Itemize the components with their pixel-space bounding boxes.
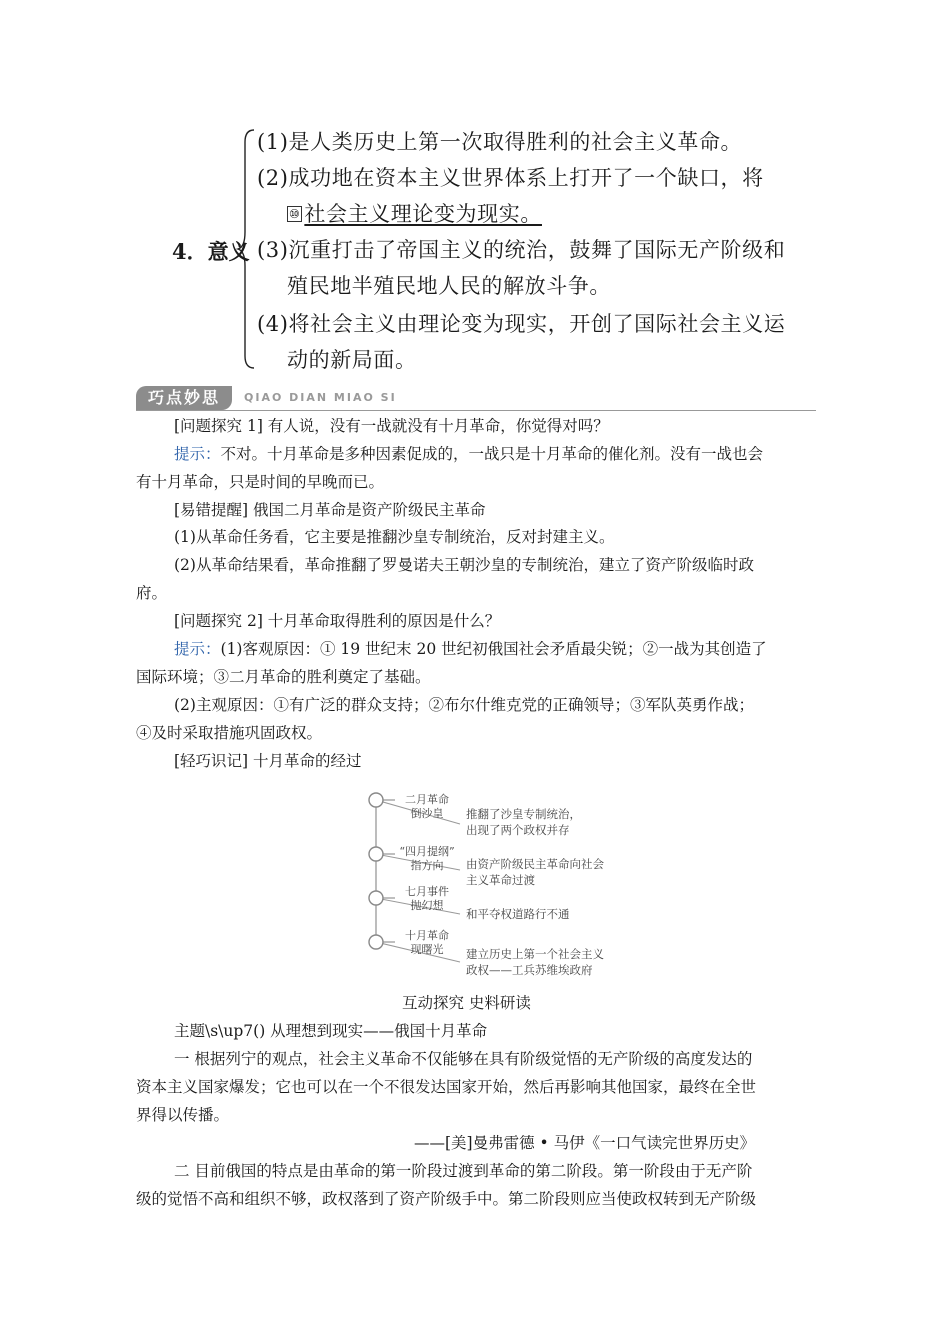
answer-1-text: 不对。十月革命是多种因素促成的，一战只是十月革命的催化剂。没有一战也会 — [220, 445, 764, 463]
material-1-line-3: 界得以传播。 — [136, 1106, 230, 1124]
significance-label: 4．意义 — [172, 239, 250, 264]
flow-step-2-title-line2: 指方向 — [410, 859, 444, 872]
hint-label: 提示： — [174, 640, 221, 658]
flow-step-1-desc — [466, 806, 581, 838]
answer-1-cont: 有十月革命，只是时间的早晚而已。 — [136, 473, 385, 491]
section-heading: 互动探究 史料研读 — [402, 994, 531, 1012]
answer-2-text: (1)客观原因：① 19 世纪末 20 世纪初俄国社会矛盾最尖锐；②一战为其创造了 — [220, 640, 767, 658]
flow-step-2-desc-line2: 主义革命过渡 — [466, 873, 535, 887]
material-1-line-1: 一 根据列宁的观点，社会主义革命不仅能够在具有阶级觉悟的无产阶级的高度发达的 — [174, 1050, 753, 1068]
flow-step-2-desc-line1: 由资产阶级民主革命向社会 — [466, 857, 604, 871]
flow-step-1-title-line1: 二月革命 — [405, 793, 449, 806]
error-tip-2: (2)从革命结果看，革命推翻了罗曼诺夫王朝沙皇的专制统治，建立了资产阶级临时政 — [174, 556, 754, 574]
significance-item-3: (3)沉重打击了帝国主义的统治，鼓舞了国际无产阶级和 — [257, 238, 786, 262]
flow-step-1-desc-line2: 出现了两个政权并存 — [466, 823, 570, 837]
significance-item-4-cont: 动的新局面。 — [287, 348, 417, 372]
significance-item-2-cont — [287, 200, 542, 228]
flow-step-3-title-line1: 七月事件 — [405, 885, 449, 898]
flow-step-2-title-line1: “四月提纲” — [399, 845, 455, 858]
flow-step-3-title — [396, 885, 458, 913]
theme-line: 主题\s\up7() 从理想到现实——俄国十月革命 — [174, 1022, 488, 1040]
material-2-line-2: 级的觉悟不高和组织不够，政权落到了资产阶级手中。第二阶段则应当使政权转到无产阶级 — [136, 1190, 757, 1208]
answer-2-subjective: (2)主观原因：①有广泛的群众支持；②布尔什维克党的正确领导；③军队英勇作战； — [174, 696, 754, 714]
section-banner-subtitle: QIAO DIAN MIAO SI — [244, 391, 397, 404]
blank-text: 社会主义理论变为现实。 — [304, 202, 542, 226]
answer-2 — [174, 639, 767, 659]
banner-divider — [136, 410, 816, 411]
answer-2-subjective-cont: ④及时采取措施巩固政权。 — [136, 724, 323, 742]
question-1: [问题探究 1] 有人说，没有一战就没有十月革命，你觉得对吗？ — [174, 417, 609, 435]
flow-step-4-desc-line2: 政权——工兵苏维埃政府 — [466, 963, 593, 977]
flow-step-4-desc — [466, 946, 604, 978]
flow-step-1-title — [396, 793, 458, 821]
significance-item-4: (4)将社会主义由理论变为现实，开创了国际社会主义运 — [257, 312, 786, 336]
blank-underline — [287, 202, 542, 226]
answer-1 — [174, 444, 763, 464]
flow-step-2-title — [390, 845, 464, 873]
flow-step-2-desc — [466, 856, 604, 888]
answer-2-cont: 国际环境；③二月革命的胜利奠定了基础。 — [136, 668, 431, 686]
flow-step-4-title-line1: 十月革命 — [405, 929, 449, 942]
question-2: [问题探究 2] 十月革命取得胜利的原因是什么？ — [174, 612, 501, 630]
flow-step-1-desc-line1: 推翻了沙皇专制统治， — [466, 807, 581, 821]
memo-heading: [轻巧识记] 十月革命的经过 — [174, 752, 362, 770]
hint-label: 提示： — [174, 445, 221, 463]
flow-step-3-desc — [466, 906, 570, 922]
significance-item-2: (2)成功地在资本主义世界体系上打开了一个缺口，将 — [257, 166, 764, 190]
error-tip: [易错提醒] 俄国二月革命是资产阶级民主革命 — [174, 501, 486, 519]
material-1-line-2: 资本主义国家爆发；它也可以在一个不很发达国家开始，然后再影响其他国家，最终在全世 — [136, 1078, 757, 1096]
flow-step-4-desc-line1: 建立历史上第一个社会主义 — [466, 947, 604, 961]
material-2-line-1: 二 目前俄国的特点是由革命的第一阶段过渡到革命的第二阶段。第一阶段由于无产阶 — [174, 1162, 753, 1180]
significance-item-1: (1)是人类历史上第一次取得胜利的社会主义革命。 — [257, 130, 743, 154]
flow-step-1-title-line2: 倒沙皇 — [410, 807, 444, 820]
significance-item-3-cont: 殖民地半殖民地人民的解放斗争。 — [287, 274, 611, 298]
flow-step-3-desc-line1: 和平夺权道路行不通 — [466, 907, 570, 921]
error-tip-2-cont: 府。 — [136, 584, 168, 602]
error-tip-1: (1)从革命任务看，它主要是推翻沙皇专制统治，反对封建主义。 — [174, 528, 615, 546]
section-banner: 巧点妙思 — [136, 386, 232, 410]
flow-step-4-title — [396, 929, 458, 957]
flow-step-3-title-line2: 抛幻想 — [410, 899, 444, 912]
blank-number: ⑩ — [289, 207, 301, 221]
material-1-source: ——[美]曼弗雷德 • 马伊《一口气读完世界历史》 — [414, 1134, 756, 1152]
flow-step-4-title-line2: 现曙光 — [410, 943, 444, 956]
